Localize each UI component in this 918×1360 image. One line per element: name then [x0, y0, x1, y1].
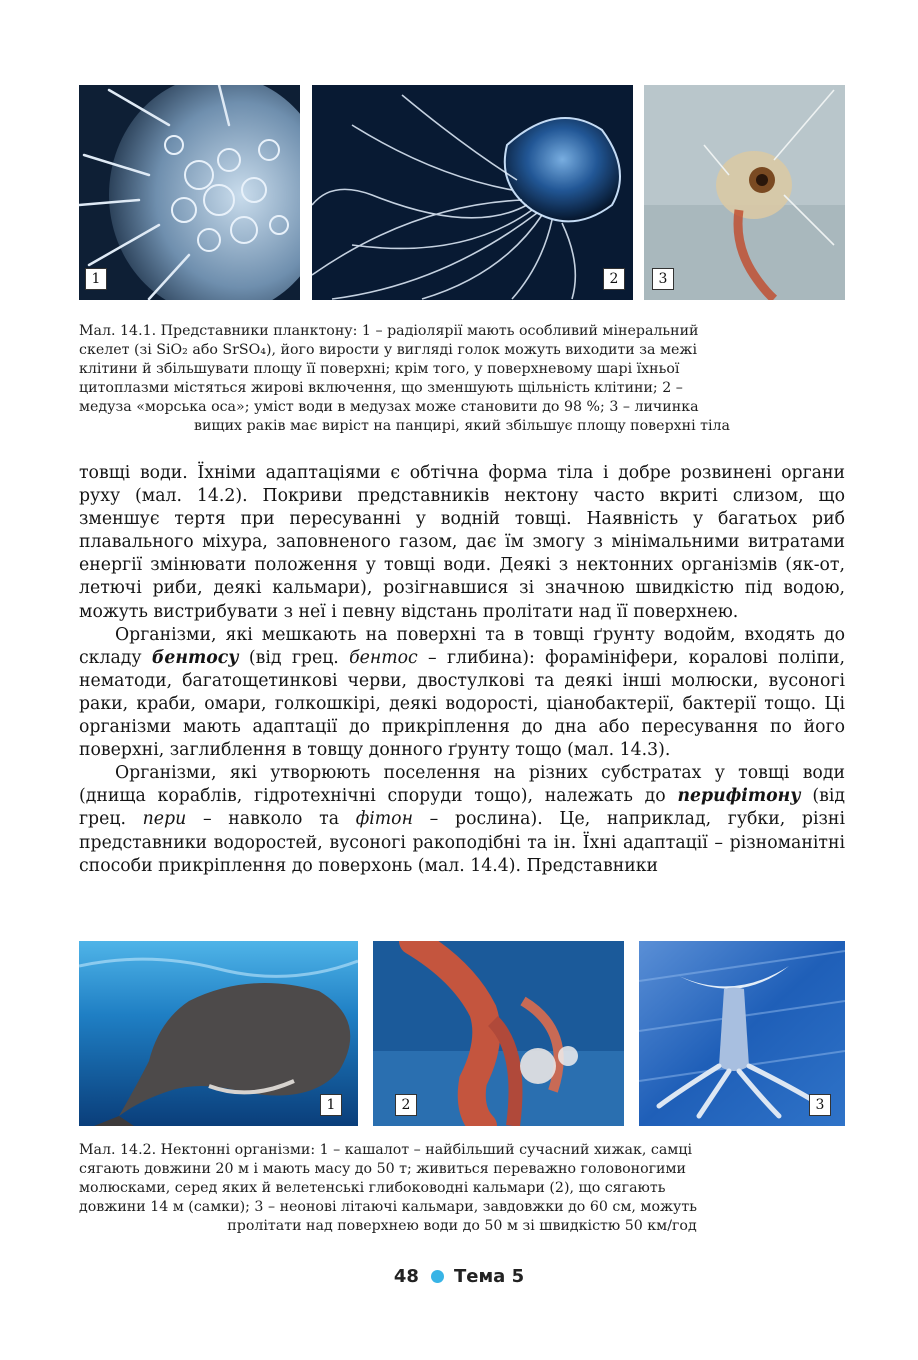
caption-line: вищих раків має виріст на панцирі, який збільшує площу поверхні тіла — [193, 418, 731, 434]
caption-line: медуза «морська оса»; уміст води в медузах може становити до 98 %; 3 – личинка — [79, 399, 699, 415]
photo-number-label: 1 — [85, 268, 107, 290]
photo-number-label: 2 — [395, 1094, 417, 1116]
text-run: – навколо та — [186, 809, 356, 830]
page-footer — [0, 1266, 918, 1287]
term-benthos: бентосу — [151, 647, 239, 668]
photo-number-label: 2 — [603, 268, 625, 290]
photo-crustacean-larva — [644, 85, 845, 300]
paragraph-benthos — [79, 624, 845, 763]
paragraph: товщі води. Їхніми адаптаціями є обтічна форма тіла і добре розвинені органи руху (мал. 14.2). Покриви представників нектону часто вкриті слизом, що зменшує тертя при пересуванні у водній товщі. Наявність у багатьох риб плавального міхура, заповненого газом, дає їм змогу з мінімальними витратами енергії змінювати положення у товщі води. Деякі з нектонних організмів (як-от, летючі риби, деякі кальмари), розігнавшися зі значною швидкістю під водою, можуть вистрибувати з неї і певну відстань пролітати над її поверхнею. — [79, 463, 845, 622]
caption-line: Мал. 14.1. Представники планктону: 1 – радіолярії мають особливий мінеральний — [79, 323, 699, 339]
caption-line: молюсками, серед яких й велетенські глибоководні кальмари (2), що сягають — [79, 1180, 666, 1196]
photo-radiolarian — [79, 85, 300, 300]
caption-line: пролітати над поверхнею води до 50 м зі швидкістю 50 км/год — [227, 1218, 697, 1234]
photo-flying-squid — [639, 941, 845, 1126]
caption-line: сягають довжини 20 м і мають масу до 50 т; живиться переважно головоногими — [79, 1161, 686, 1177]
text-run: – глибина): форамініфери, коралові поліпи, нематоди, багатощетинкові черви, двостулкові та деякі інші молюски, вусоногі раки, краби, омари, голкошкірі, деякі водорості, ціанобактерії, бактерії тощо. Ці організми мають адаптації до прикріплення до дна або пересування по його поверхні, заглиблення в товщу донного ґрунту тощо (мал. 14.3). — [79, 647, 845, 761]
term-periphyton: перифітону — [677, 786, 801, 807]
photo-sperm-whale — [79, 941, 358, 1126]
caption-line: довжини 14 м (самки); 3 – неонові літаючі кальмари, завдовжки до 60 см, можуть — [79, 1199, 697, 1215]
greek-word: бентос — [349, 647, 418, 668]
text-run: (від грец. — [238, 647, 350, 668]
bullet-dot-icon — [431, 1270, 444, 1283]
caption-line: Мал. 14.2. Нектонні організми: 1 – кашалот – найбільший сучасний хижак, самці — [79, 1142, 692, 1158]
caption-line: цитоплазми містяться жирові включення, що зменшують щільність клітини; 2 – — [79, 380, 683, 396]
photo-number-label: 3 — [652, 268, 674, 290]
caption-line: скелет (зі SiO₂ або SrSO₄), його вирости у вигляді голок можуть виходити за межі — [79, 342, 698, 358]
photo-box-jellyfish — [312, 85, 633, 300]
text-run: (від грец. — [79, 786, 845, 830]
photo-number-label: 1 — [320, 1094, 342, 1116]
text-run: Організми, які мешкають на поверхні та в товщі ґрунту водойм, входять до складу — [79, 624, 845, 668]
figure-14-2-caption — [79, 1141, 845, 1236]
greek-word: пери — [142, 809, 187, 830]
text-run: Організми, які утворюють поселення на різних субстратах у товщі води (днища кораблів, гідротехнічні споруди тощо), належать до — [79, 763, 845, 807]
page-number: 48 — [393, 1266, 419, 1287]
photo-number-label: 3 — [809, 1094, 831, 1116]
topic-label: Тема 5 — [453, 1266, 525, 1287]
body-text — [79, 462, 845, 878]
caption-line: клітини й збільшувати площу її поверхні; крім того, у поверхневому шарі їхньої — [79, 361, 680, 377]
paragraph-periphyton — [79, 762, 845, 877]
greek-word: фітон — [355, 809, 413, 830]
figure-14-1-caption — [79, 322, 845, 436]
photo-giant-squid — [373, 941, 624, 1126]
text-run: – рослина). Це, наприклад, губки, різні представники водоростей, вусоногі ракоподібні та ін. Їхні адаптації – різноманітні способи прикріплення до поверхонь (мал. 14.4). Представники — [79, 809, 845, 876]
